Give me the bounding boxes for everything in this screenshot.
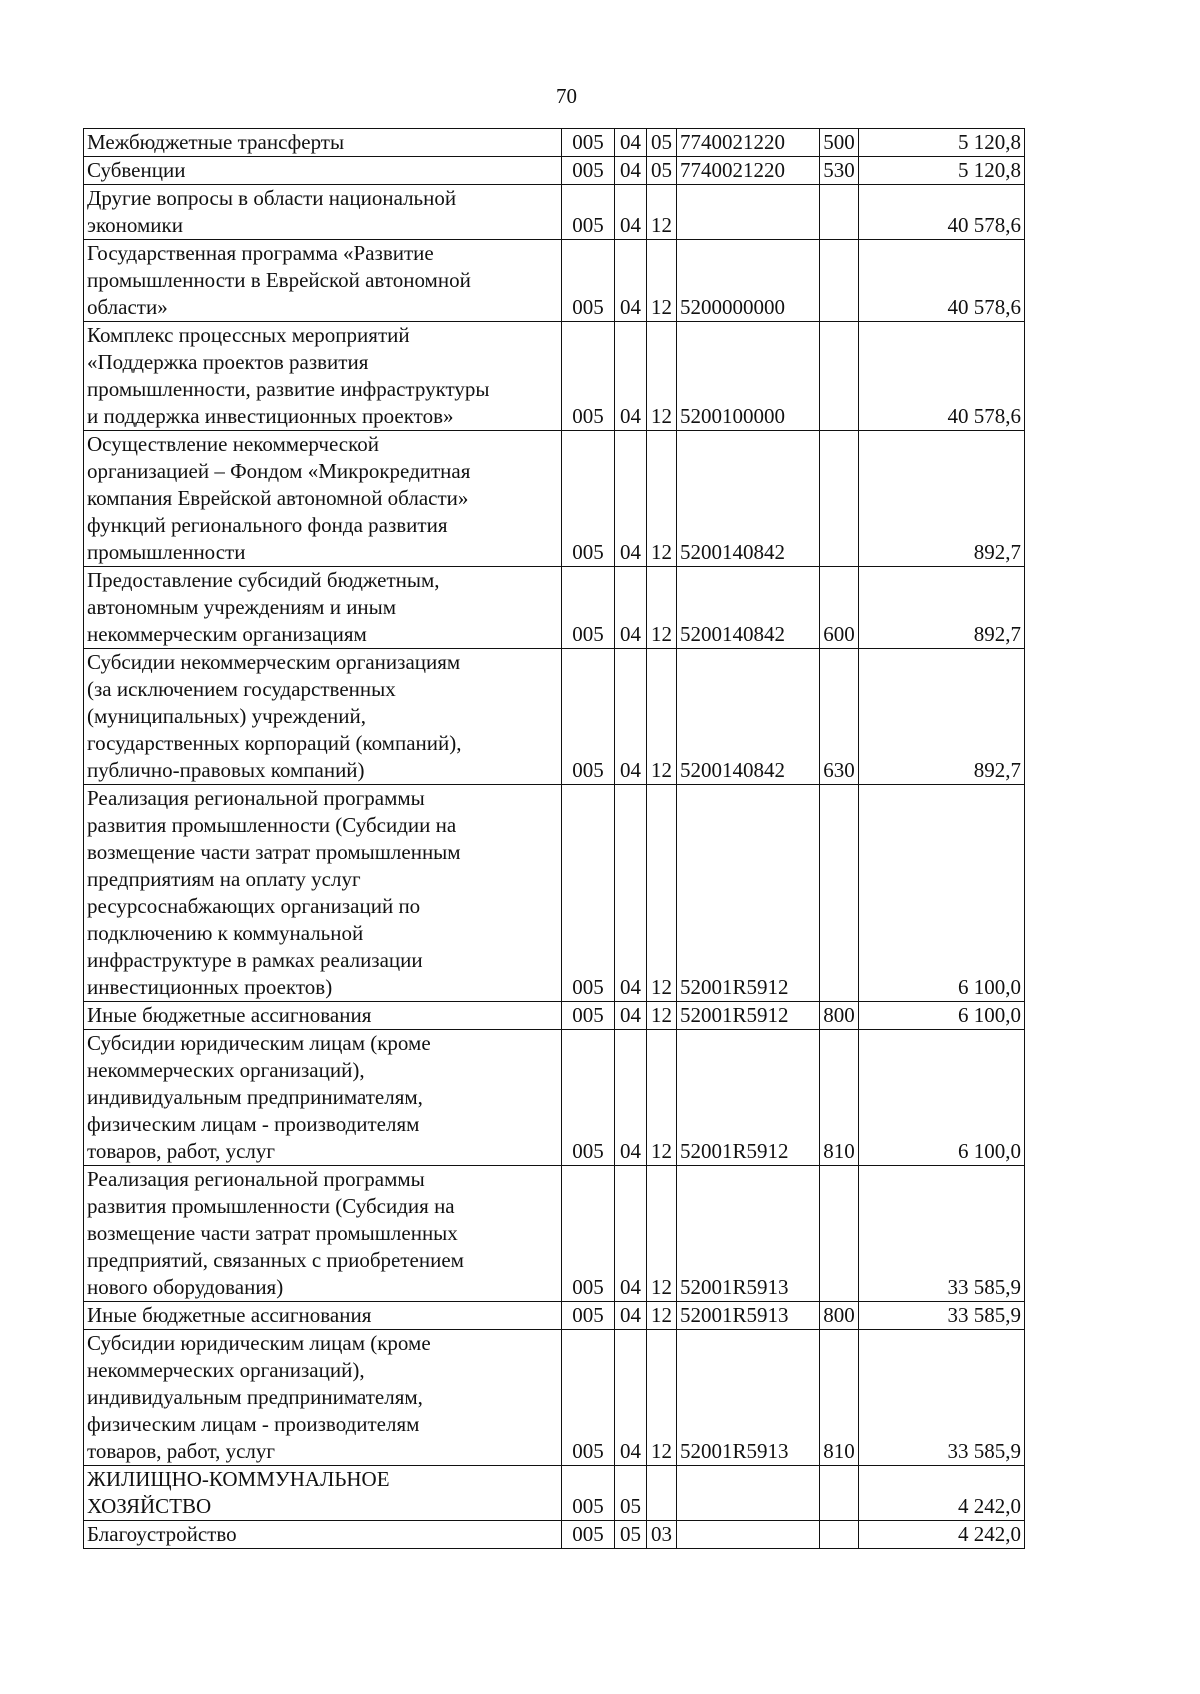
row-name: Осуществление некоммерческой организацией – Фондом «Микрокредитная компания Еврейской автономной области» функций регионального фонда развития промышленности	[84, 431, 562, 567]
row-name: Иные бюджетные ассигнования	[84, 1002, 562, 1030]
section-code: 04	[615, 649, 647, 785]
ministry-code: 005	[562, 185, 615, 240]
ministry-code: 005	[562, 567, 615, 649]
target-article-code: 52001R5912	[677, 785, 820, 1002]
ministry-code: 005	[562, 649, 615, 785]
subsection-code: 03	[647, 1521, 677, 1549]
expense-type-code	[820, 1166, 859, 1302]
row-name: Предоставление субсидий бюджетным, автономным учреждениям и иным некоммерческим организациям	[84, 567, 562, 649]
section-code: 04	[615, 785, 647, 1002]
table-row	[84, 785, 1025, 1002]
table-row	[84, 1166, 1025, 1302]
target-article-code: 7740021220	[677, 129, 820, 157]
expense-type-code	[820, 185, 859, 240]
ministry-code: 005	[562, 322, 615, 431]
expense-type-code: 810	[820, 1330, 859, 1466]
ministry-code: 005	[562, 157, 615, 185]
expense-type-code	[820, 1466, 859, 1521]
table-row	[84, 240, 1025, 322]
table-row	[84, 1302, 1025, 1330]
target-article-code: 52001R5913	[677, 1302, 820, 1330]
subsection-code: 05	[647, 157, 677, 185]
table-row	[84, 1002, 1025, 1030]
amount: 6 100,0	[859, 785, 1025, 1002]
subsection-code: 12	[647, 1302, 677, 1330]
ministry-code: 005	[562, 240, 615, 322]
subsection-code: 12	[647, 567, 677, 649]
expense-type-code: 600	[820, 567, 859, 649]
section-code: 04	[615, 1302, 647, 1330]
target-article-code: 7740021220	[677, 157, 820, 185]
table-row	[84, 649, 1025, 785]
expense-type-code: 630	[820, 649, 859, 785]
expense-type-code	[820, 240, 859, 322]
expense-type-code: 530	[820, 157, 859, 185]
section-code: 05	[615, 1521, 647, 1549]
subsection-code: 12	[647, 431, 677, 567]
row-name: Другие вопросы в области национальной экономики	[84, 185, 562, 240]
row-name: Субсидии некоммерческим организациям (за исключением государственных (муниципальных) учреждений, государственных корпораций (компаний), публично-правовых компаний)	[84, 649, 562, 785]
section-code: 04	[615, 1002, 647, 1030]
ministry-code: 005	[562, 1002, 615, 1030]
expense-type-code	[820, 785, 859, 1002]
subsection-code: 12	[647, 1166, 677, 1302]
subsection-code	[647, 1466, 677, 1521]
row-name: Комплекс процессных мероприятий «Поддержка проектов развития промышленности, развитие инфраструктуры и поддержка инвестиционных проектов»	[84, 322, 562, 431]
target-article-code: 52001R5912	[677, 1002, 820, 1030]
expense-type-code	[820, 1521, 859, 1549]
row-name: Благоустройство	[84, 1521, 562, 1549]
subsection-code: 12	[647, 649, 677, 785]
target-article-code: 52001R5913	[677, 1330, 820, 1466]
amount: 4 242,0	[859, 1466, 1025, 1521]
subsection-code: 12	[647, 785, 677, 1002]
section-code: 04	[615, 240, 647, 322]
target-article-code: 5200140842	[677, 649, 820, 785]
amount: 5 120,8	[859, 157, 1025, 185]
target-article-code: 5200100000	[677, 322, 820, 431]
row-name: Реализация региональной программы развития промышленности (Субсидии на возмещение части затрат промышленным предприятиям на оплату услуг ресурсоснабжающих организаций по подключению к коммунальной инфраструктуре в рамках реализации инвестиционных проектов)	[84, 785, 562, 1002]
target-article-code	[677, 1466, 820, 1521]
expense-type-code: 800	[820, 1002, 859, 1030]
amount: 892,7	[859, 567, 1025, 649]
amount: 892,7	[859, 649, 1025, 785]
ministry-code: 005	[562, 1466, 615, 1521]
target-article-code: 5200000000	[677, 240, 820, 322]
section-code: 04	[615, 1030, 647, 1166]
table-row	[84, 322, 1025, 431]
ministry-code: 005	[562, 431, 615, 567]
table-row	[84, 1030, 1025, 1166]
ministry-code: 005	[562, 1521, 615, 1549]
table-row	[84, 431, 1025, 567]
amount: 892,7	[859, 431, 1025, 567]
table-row	[84, 129, 1025, 157]
subsection-code: 12	[647, 322, 677, 431]
amount: 6 100,0	[859, 1002, 1025, 1030]
budget-table-body	[84, 129, 1025, 1549]
section-code: 04	[615, 185, 647, 240]
expense-type-code	[820, 322, 859, 431]
target-article-code: 52001R5913	[677, 1166, 820, 1302]
row-name: ЖИЛИЩНО-КОММУНАЛЬНОЕ ХОЗЯЙСТВО	[84, 1466, 562, 1521]
table-row	[84, 1521, 1025, 1549]
row-name: Государственная программа «Развитие промышленности в Еврейской автономной области»	[84, 240, 562, 322]
row-name: Субсидии юридическим лицам (кроме некоммерческих организаций), индивидуальным предпринимателям, физическим лицам - производителям товаров, работ, услуг	[84, 1330, 562, 1466]
amount: 40 578,6	[859, 240, 1025, 322]
amount: 40 578,6	[859, 322, 1025, 431]
amount: 33 585,9	[859, 1330, 1025, 1466]
page-number: 70	[556, 84, 577, 108]
ministry-code: 005	[562, 1330, 615, 1466]
subsection-code: 12	[647, 1002, 677, 1030]
row-name: Иные бюджетные ассигнования	[84, 1302, 562, 1330]
budget-table	[83, 128, 1025, 1549]
amount: 6 100,0	[859, 1030, 1025, 1166]
subsection-code: 12	[647, 1030, 677, 1166]
table-row	[84, 1466, 1025, 1521]
table-row	[84, 185, 1025, 240]
target-article-code: 5200140842	[677, 567, 820, 649]
expense-type-code	[820, 431, 859, 567]
amount: 33 585,9	[859, 1302, 1025, 1330]
ministry-code: 005	[562, 129, 615, 157]
section-code: 04	[615, 1330, 647, 1466]
subsection-code: 12	[647, 240, 677, 322]
table-row	[84, 157, 1025, 185]
subsection-code: 12	[647, 1330, 677, 1466]
amount: 33 585,9	[859, 1166, 1025, 1302]
ministry-code: 005	[562, 785, 615, 1002]
table-row	[84, 1330, 1025, 1466]
row-name: Субсидии юридическим лицам (кроме некоммерческих организаций), индивидуальным предпринимателям, физическим лицам - производителям товаров, работ, услуг	[84, 1030, 562, 1166]
section-code: 04	[615, 322, 647, 431]
table-row	[84, 567, 1025, 649]
target-article-code	[677, 1521, 820, 1549]
section-code: 04	[615, 129, 647, 157]
subsection-code: 05	[647, 129, 677, 157]
subsection-code: 12	[647, 185, 677, 240]
row-name: Субвенции	[84, 157, 562, 185]
section-code: 04	[615, 567, 647, 649]
amount: 40 578,6	[859, 185, 1025, 240]
ministry-code: 005	[562, 1302, 615, 1330]
target-article-code: 52001R5912	[677, 1030, 820, 1166]
expense-type-code: 800	[820, 1302, 859, 1330]
expense-type-code: 500	[820, 129, 859, 157]
row-name: Реализация региональной программы развития промышленности (Субсидия на возмещение части затрат промышленных предприятий, связанных с приобретением нового оборудования)	[84, 1166, 562, 1302]
section-code: 04	[615, 1166, 647, 1302]
target-article-code: 5200140842	[677, 431, 820, 567]
expense-type-code: 810	[820, 1030, 859, 1166]
section-code: 05	[615, 1466, 647, 1521]
amount: 5 120,8	[859, 129, 1025, 157]
amount: 4 242,0	[859, 1521, 1025, 1549]
section-code: 04	[615, 157, 647, 185]
row-name: Межбюджетные трансферты	[84, 129, 562, 157]
target-article-code	[677, 185, 820, 240]
ministry-code: 005	[562, 1166, 615, 1302]
section-code: 04	[615, 431, 647, 567]
ministry-code: 005	[562, 1030, 615, 1166]
